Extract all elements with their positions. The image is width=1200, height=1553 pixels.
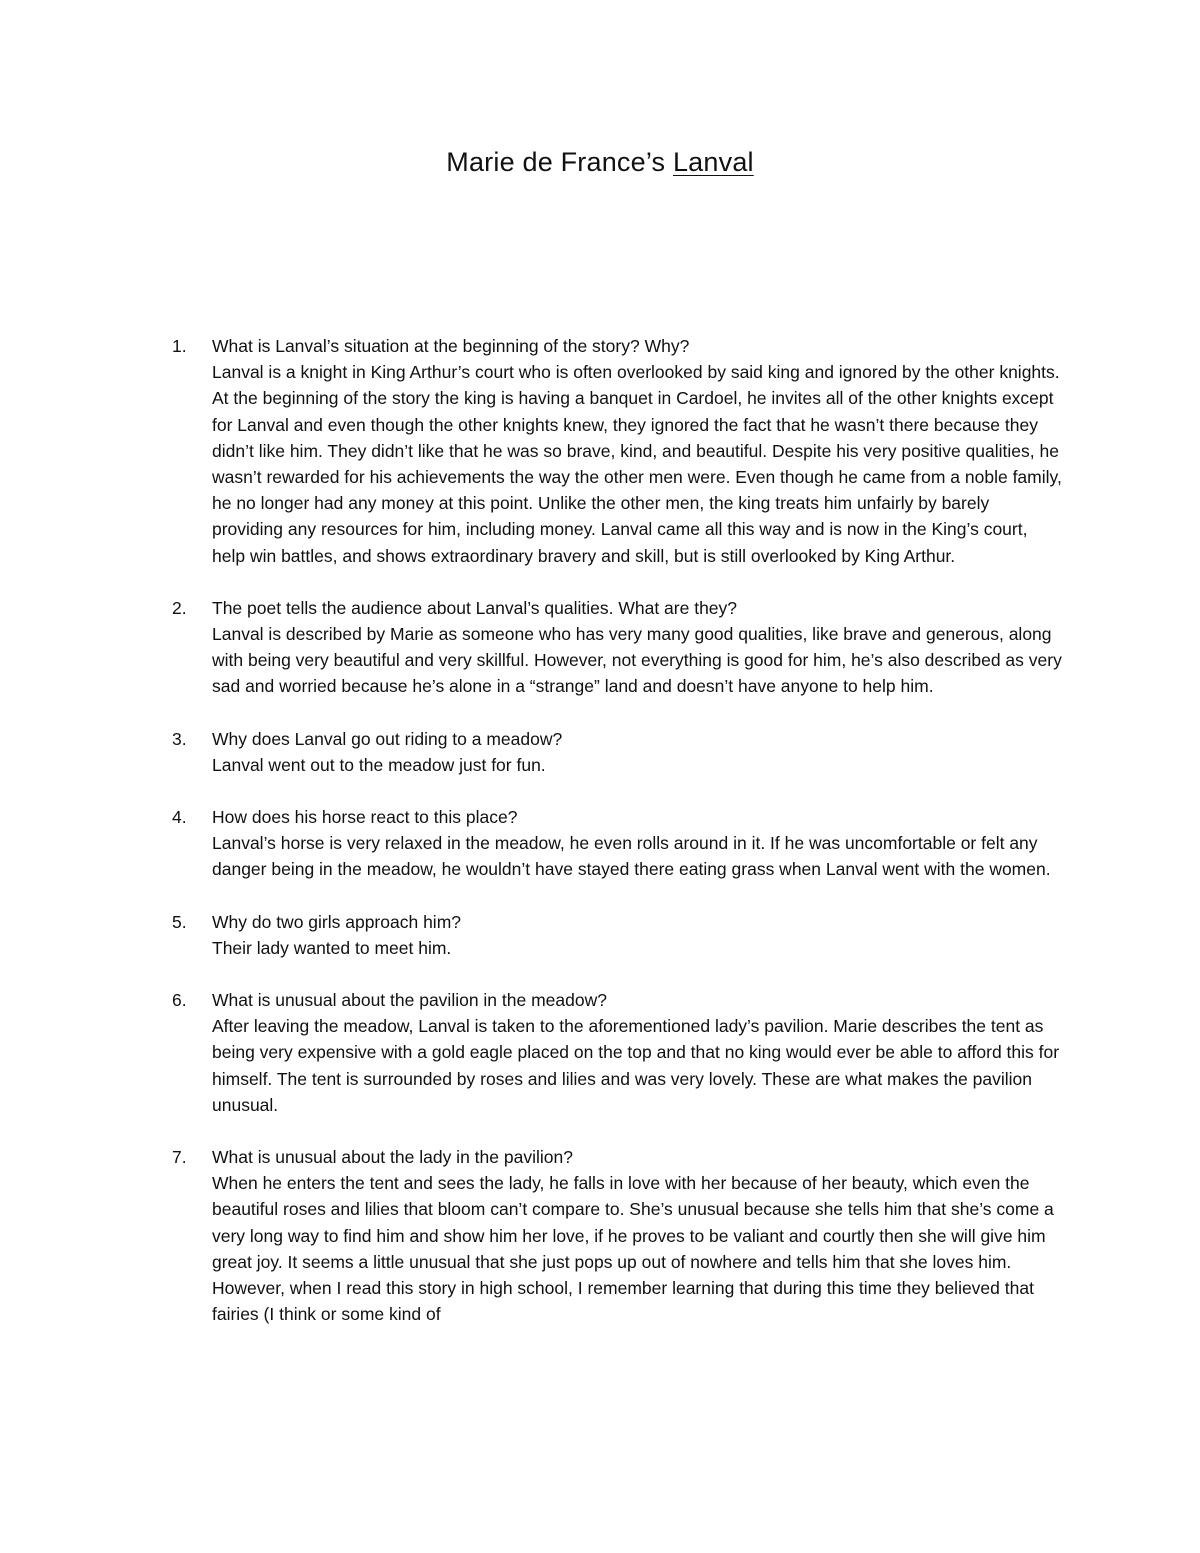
question-item-4	[0, 804, 1200, 883]
question-text: The poet tells the audience about Lanval’s qualities. What are they?	[212, 597, 738, 618]
question-text: Why do two girls approach him?	[212, 911, 461, 932]
question-text: What is unusual about the pavilion in the meadow?	[212, 990, 607, 1011]
question-body	[212, 987, 1062, 1118]
question-body	[212, 726, 1062, 778]
answer-text: Their lady wanted to meet him.	[212, 937, 452, 958]
question-list	[0, 333, 1200, 1354]
question-item-6	[0, 987, 1200, 1118]
question-item-5	[0, 909, 1200, 961]
question-body	[212, 333, 1062, 569]
answer-text: Lanval went out to the meadow just for fun.	[212, 754, 546, 775]
question-body	[212, 595, 1062, 700]
page-title	[0, 144, 1200, 180]
question-item-3	[0, 726, 1200, 778]
question-text: What is unusual about the lady in the pavilion?	[212, 1147, 573, 1168]
question-text: What is Lanval’s situation at the beginning of the story? Why?	[212, 336, 690, 356]
question-number: 5.	[172, 911, 187, 932]
question-body	[212, 804, 1062, 883]
title-prefix: Marie de France’s	[446, 147, 673, 177]
question-number: 1.	[172, 336, 187, 356]
question-text: How does his horse react to this place?	[212, 807, 518, 828]
question-body	[212, 1144, 1062, 1327]
answer-text: Lanval’s horse is very relaxed in the meadow, he even rolls around in it. If he was uncomfortable or felt any danger being in the meadow, he wouldn’t have stayed there eating grass when Lanval went with the women.	[212, 833, 1051, 880]
question-text: Why does Lanval go out riding to a meadow?	[212, 728, 563, 749]
question-body	[212, 909, 1062, 961]
question-item-2	[0, 595, 1200, 700]
question-number: 7.	[172, 1147, 187, 1168]
question-number: 6.	[172, 990, 187, 1011]
question-item-1	[0, 333, 1200, 569]
answer-text: When he enters the tent and sees the lady, he falls in love with her because of her beauty, which even the beautiful roses and lilies that bloom can’t compare to. She’s unusual because she tells him that she’s come a very long way to find him and show him her love, if he proves to be valiant and courtly then she will give him great joy. It seems a little unusual that she just pops up out of nowhere and tells him that she loves him. However, when I read this story in high school, I remember learning that during this time they believed that fairies (I think or some kind of	[212, 1173, 1054, 1325]
answer-text: Lanval is a knight in King Arthur’s court who is often overlooked by said king and ignored by the other knights. At the beginning of the story the king is having a banquet in Cardoel, he invites all of the other knights except for Lanval and even though the other knights knew, they ignored the fact that he wasn’t there because they didn’t like him. They didn’t like that he was so brave, kind, and beautiful. Despite his very positive qualities, he wasn’t rewarded for his achievements the way the other men were. Even though he came from a noble family, he no longer had any money at this point. Unlike the other men, the king treats him unfairly by barely providing any resources for him, including money. Lanval came all this way and is now in the King’s court, help win battles, and shows extraordinary bravery and skill, but is still overlooked by King Arthur.	[212, 362, 1062, 566]
answer-text: Lanval is described by Marie as someone who has very many good qualities, like brave and generous, along with being very beautiful and very skillful. However, not everything is good for him, he’s also described as very sad and worried because he’s alone in a “strange” land and doesn’t have anyone to help him.	[212, 624, 1062, 697]
title-work-name: Lanval	[672, 147, 754, 177]
question-number: 3.	[172, 728, 187, 749]
answer-text: After leaving the meadow, Lanval is taken to the aforementioned lady’s pavilion. Marie describes the tent as being very expensive with a gold eagle placed on the top and that no king would ever be able to afford this for himself. The tent is surrounded by roses and lilies and was very lovely. These are what makes the pavilion unusual.	[212, 1016, 1060, 1115]
question-number: 2.	[172, 597, 187, 618]
question-number: 4.	[172, 807, 187, 828]
question-item-7	[0, 1144, 1200, 1327]
